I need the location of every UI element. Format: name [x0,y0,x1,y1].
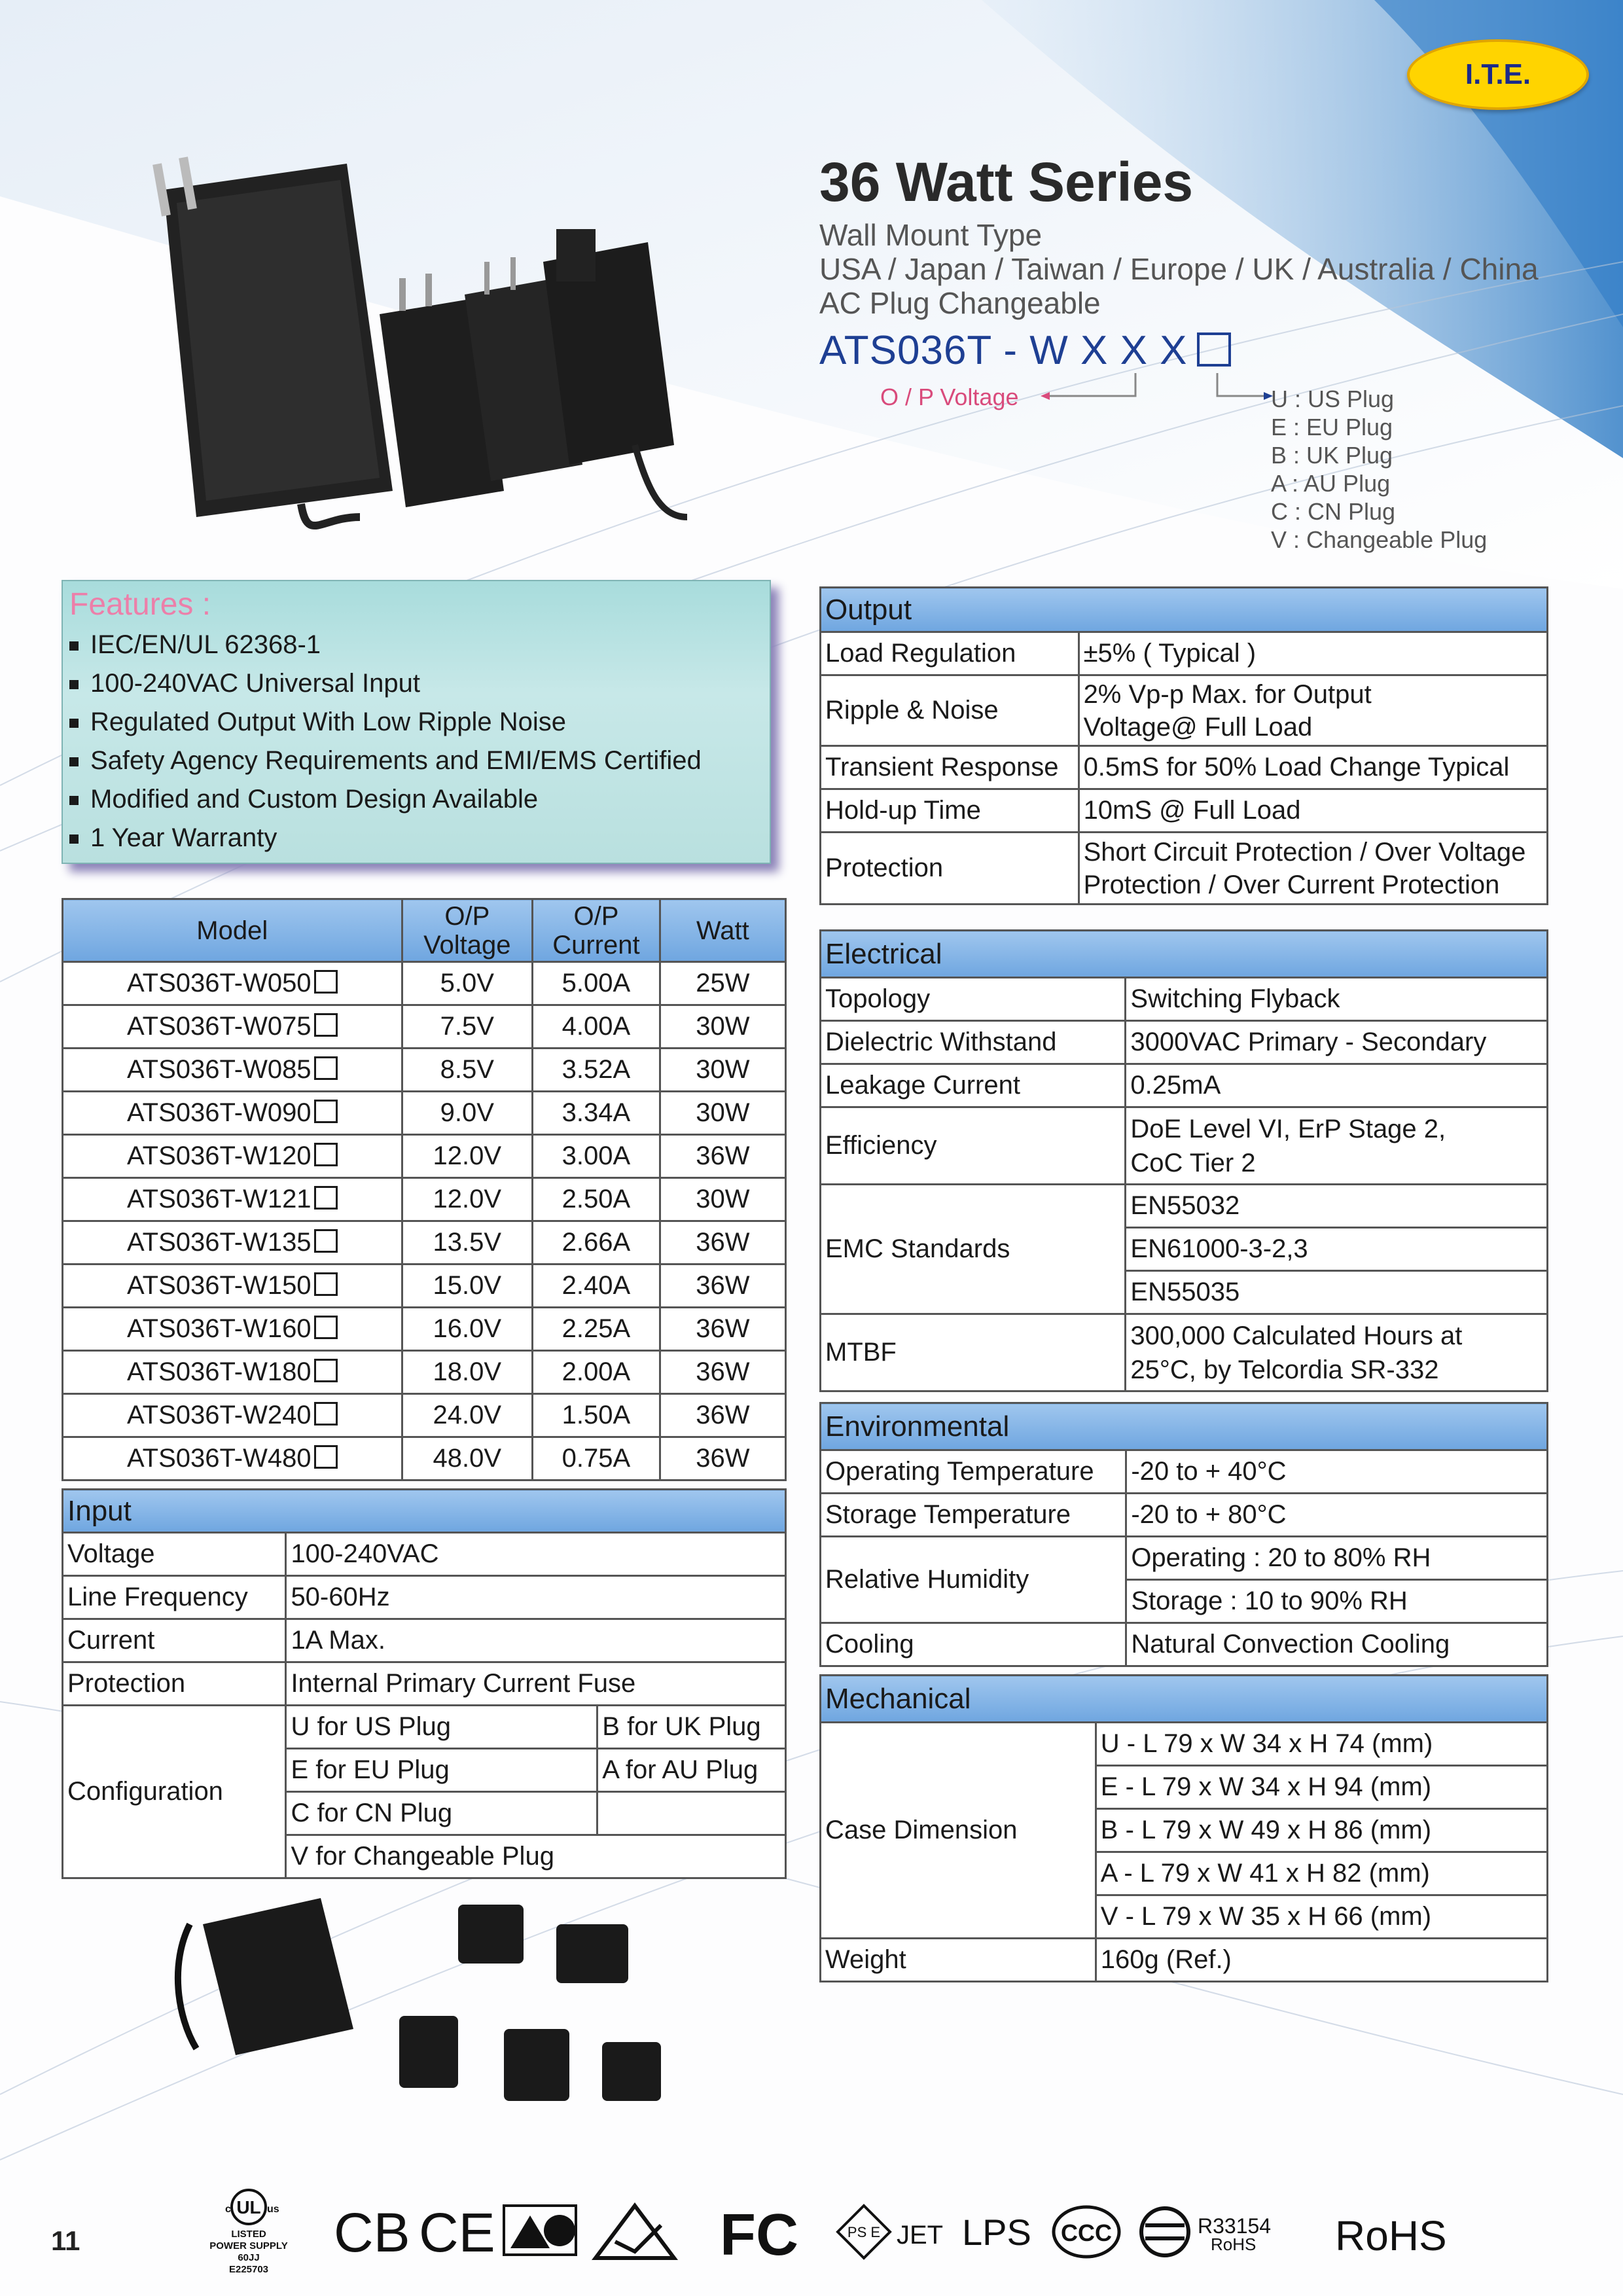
adapter-uk [543,229,687,517]
plug-code-box [314,1229,338,1253]
certification-logos [209,2179,1518,2291]
ul-text: LISTED [231,2229,266,2240]
model-cell: ATS036T-W160 [63,1308,402,1351]
model-cell: ATS036T-W240 [63,1394,402,1437]
bsmi-icon [1141,2208,1271,2255]
op-temp-label: Operating Temperature [821,1450,1126,1494]
current-cell: 3.52A [533,1049,660,1092]
model-cell: ATS036T-W090 [63,1092,402,1135]
plug-code-box [314,1316,338,1339]
case-dim-value: V - L 79 x W 35 x H 66 (mm) [1096,1895,1547,1939]
voltage-cell: 12.0V [402,1135,533,1178]
plug-code-box [1197,332,1231,367]
feature-item: Regulated Output With Low Ripple Noise [69,703,702,742]
feature-item: IEC/EN/UL 62368-1 [69,626,702,664]
current-cell: 2.25A [533,1308,660,1351]
voltage-cell: 9.0V [402,1092,533,1135]
current-cell: 4.00A [533,1005,660,1049]
watt-cell: 36W [660,1351,785,1394]
case-dim-value: B - L 79 x W 49 x H 86 (mm) [1096,1809,1547,1852]
input-freq-value: 50-60Hz [286,1576,786,1619]
bsmi-number: R33154 [1198,2214,1272,2238]
subtitle-plug: AC Plug Changeable [819,286,1101,320]
feature-item: 100-240VAC Universal Input [69,664,702,703]
ripple-value: 2% Vp-p Max. for Output Voltage@ Full Load [1079,675,1547,746]
plug-code-item: C : CN Plug [1271,498,1396,525]
op-temp-value: -20 to + 40°C [1126,1450,1548,1494]
topology-value: Switching Flyback [1126,978,1548,1021]
svg-text:JET: JET [897,2221,944,2250]
voltage-cell: 15.0V [402,1265,533,1308]
voltage-cell: 7.5V [402,1005,533,1049]
tuv-gs-icon [504,2206,576,2255]
features-title: Features : [69,587,211,622]
svg-text:c: c [225,2204,231,2215]
efficiency-value: DoE Level VI, ErP Stage 2, CoC Tier 2 [1126,1107,1548,1185]
op-voltage-label: O / P Voltage [880,384,1019,410]
model-cell: ATS036T-W085 [63,1049,402,1092]
out-protection-value: Short Circuit Protection / Over Voltage Protection / Over Current Protection [1079,833,1547,905]
plug-code-box [314,1445,338,1469]
voltage-cell: 5.0V [402,962,533,1005]
cb-icon: CB [334,2202,410,2263]
input-current-label: Current [63,1619,286,1662]
product-photo-adapters [85,151,838,530]
plug-code-box [314,1402,338,1426]
config-cell: U for US Plug [286,1706,597,1749]
input-voltage-value: 100-240VAC [286,1533,786,1576]
model-cell: ATS036T-W150 [63,1265,402,1308]
current-cell: 2.50A [533,1178,660,1221]
voltage-cell: 12.0V [402,1178,533,1221]
cooling-label: Cooling [821,1623,1126,1666]
electrical-table [819,929,1548,1392]
current-cell: 5.00A [533,962,660,1005]
input-freq-label: Line Frequency [63,1576,286,1619]
plug-code-box [314,1143,338,1166]
transient-label: Transient Response [821,746,1079,789]
transient-value: 0.5mS for 50% Load Change Typical [1079,746,1547,789]
config-cell-empty [597,1792,786,1835]
ul-text: 60JJ [238,2252,260,2263]
col-header-current: O/P Current [533,899,660,962]
table-row [63,1005,786,1049]
voltage-cell: 24.0V [402,1394,533,1437]
lps-icon: LPS [962,2212,1031,2253]
input-config-label: Configuration [63,1706,286,1878]
pse-icon [838,2206,943,2258]
plug-code-item: B : UK Plug [1271,442,1393,469]
svg-text:PS E: PS E [847,2224,881,2240]
model-cell: ATS036T-W050 [63,962,402,1005]
environmental-table [819,1402,1548,1667]
voltage-cell: 13.5V [402,1221,533,1265]
current-cell: 2.66A [533,1221,660,1265]
watt-cell: 36W [660,1308,785,1351]
model-table [62,898,787,1481]
table-row [63,1178,786,1221]
plug-code-box [314,1100,338,1123]
col-header-watt: Watt [660,899,785,962]
plug-code-box [314,1186,338,1210]
table-row [63,1308,786,1351]
dielectric-value: 3000VAC Primary - Secondary [1126,1021,1548,1064]
table-row [63,1221,786,1265]
plug-code-box [314,1013,338,1037]
watt-cell: 36W [660,1221,785,1265]
config-cell: B for UK Plug [597,1706,786,1749]
leakage-value: 0.25mA [1126,1064,1548,1107]
watt-cell: 30W [660,1049,785,1092]
feature-item: 1 Year Warranty [69,819,702,857]
humidity-label: Relative Humidity [821,1537,1126,1623]
current-cell: 3.00A [533,1135,660,1178]
watt-cell: 36W [660,1265,785,1308]
page-number: 11 [51,2225,80,2256]
emc-label: EMC Standards [821,1185,1126,1314]
rohs-icon: RoHS [1335,2212,1447,2259]
voltage-cell: 18.0V [402,1351,533,1394]
table-row [63,1437,786,1480]
ccc-icon [1054,2207,1119,2257]
out-protection-label: Protection [821,833,1079,905]
humidity-st-value: Storage : 10 to 90% RH [1126,1580,1548,1623]
current-cell: 0.75A [533,1437,660,1480]
model-code-arrows [1021,370,1283,409]
environmental-header: Environmental [821,1403,1548,1450]
table-row [63,1394,786,1437]
watt-cell: 30W [660,1005,785,1049]
plug-code-box [314,1056,338,1080]
dielectric-label: Dielectric Withstand [821,1021,1126,1064]
weight-label: Weight [821,1939,1096,1982]
cooling-value: Natural Convection Cooling [1126,1623,1548,1666]
col-header-model: Model [63,899,402,962]
table-row [63,1092,786,1135]
humidity-op-value: Operating : 20 to 80% RH [1126,1537,1548,1580]
current-cell: 1.50A [533,1394,660,1437]
emc-value: EN61000-3-2,3 [1126,1228,1548,1271]
model-cell: ATS036T-W120 [63,1135,402,1178]
ul-listed-icon [209,2190,287,2275]
ce-icon: CE [419,2202,495,2263]
model-code: ATS036T - W X X X [819,327,1231,374]
current-cell: 2.00A [533,1351,660,1394]
mechanical-header: Mechanical [821,1676,1548,1723]
table-row [63,1049,786,1092]
model-cell: ATS036T-W480 [63,1437,402,1480]
mtbf-label: MTBF [821,1314,1126,1391]
plug-code-item: U : US Plug [1271,386,1395,412]
voltage-cell: 16.0V [402,1308,533,1351]
config-cell: C for CN Plug [286,1792,597,1835]
svg-text:UL: UL [236,2197,261,2217]
leakage-label: Leakage Current [821,1064,1126,1107]
product-photo-plugs [137,1885,726,2147]
voltage-cell: 48.0V [402,1437,533,1480]
table-row [63,1351,786,1394]
svg-text:CCC: CCC [1061,2219,1112,2246]
case-dim-value: U - L 79 x W 34 x H 74 (mm) [1096,1723,1547,1766]
input-protection-label: Protection [63,1662,286,1706]
watt-cell: 25W [660,962,785,1005]
plug-code-box [314,1359,338,1382]
model-cell: ATS036T-W075 [63,1005,402,1049]
case-dim-label: Case Dimension [821,1723,1096,1939]
input-voltage-label: Voltage [63,1533,286,1576]
case-dim-value: E - L 79 x W 34 x H 94 (mm) [1096,1766,1547,1809]
model-cell: ATS036T-W180 [63,1351,402,1394]
mechanical-table [819,1674,1548,1982]
current-cell: 3.34A [533,1092,660,1135]
input-header: Input [63,1490,786,1533]
input-current-value: 1A Max. [286,1619,786,1662]
holdup-value: 10mS @ Full Load [1079,789,1547,833]
watt-cell: 36W [660,1437,785,1480]
st-temp-label: Storage Temperature [821,1494,1126,1537]
watt-cell: 30W [660,1092,785,1135]
table-row [63,1135,786,1178]
voltage-cell: 8.5V [402,1049,533,1092]
adapter-large-us [152,156,393,526]
svg-text:us: us [267,2204,279,2215]
plug-code-item: A : AU Plug [1271,470,1391,497]
weight-value: 160g (Ref.) [1096,1939,1547,1982]
table-row [63,1265,786,1308]
config-cell: A for AU Plug [597,1749,786,1792]
output-table [819,586,1548,905]
output-header: Output [821,588,1548,632]
topology-label: Topology [821,978,1126,1021]
input-table [62,1488,787,1879]
config-cell: V for Changeable Plug [286,1835,786,1878]
watt-cell: 36W [660,1135,785,1178]
feature-item: Modified and Custom Design Available [69,780,702,819]
series-title: 36 Watt Series [819,151,1194,213]
electrical-header: Electrical [821,931,1548,978]
plug-code-item: E : EU Plug [1271,414,1393,440]
case-dim-value: A - L 79 x W 41 x H 82 (mm) [1096,1852,1547,1895]
plug-code-box [314,970,338,994]
watt-cell: 36W [660,1394,785,1437]
load-reg-label: Load Regulation [821,632,1079,675]
input-protection-value: Internal Primary Current Fuse [286,1662,786,1706]
feature-item: Safety Agency Requirements and EMI/EMS Certified [69,742,702,780]
features-box [62,580,771,864]
efficiency-label: Efficiency [821,1107,1126,1185]
table-row [63,962,786,1005]
plug-code-box [314,1272,338,1296]
plug-code-list [1271,385,1487,554]
load-reg-value: ±5% ( Typical ) [1079,632,1547,675]
rcm-icon [596,2206,674,2258]
col-header-voltage: O/P Voltage [402,899,533,962]
model-cell: ATS036T-W135 [63,1221,402,1265]
model-cell: ATS036T-W121 [63,1178,402,1221]
mtbf-value: 300,000 Calculated Hours at 25°C, by Telcordia SR-332 [1126,1314,1548,1391]
emc-value: EN55032 [1126,1185,1548,1228]
watt-cell: 30W [660,1178,785,1221]
emc-value: EN55035 [1126,1271,1548,1314]
fcc-icon: FC [720,2202,798,2268]
ul-text: E225703 [228,2264,269,2275]
bsmi-rohs: RoHS [1211,2234,1257,2254]
ul-text: POWER SUPPLY [209,2240,288,2251]
subtitle-regions: USA / Japan / Taiwan / Europe / UK / Australia / China [819,252,1539,286]
ite-badge: I.T.E. [1407,39,1589,110]
current-cell: 2.40A [533,1265,660,1308]
st-temp-value: -20 to + 80°C [1126,1494,1548,1537]
subtitle-mount-type: Wall Mount Type [819,218,1043,252]
ripple-label: Ripple & Noise [821,675,1079,746]
holdup-label: Hold-up Time [821,789,1079,833]
plug-code-item: V : Changeable Plug [1271,526,1488,553]
config-cell: E for EU Plug [286,1749,597,1792]
